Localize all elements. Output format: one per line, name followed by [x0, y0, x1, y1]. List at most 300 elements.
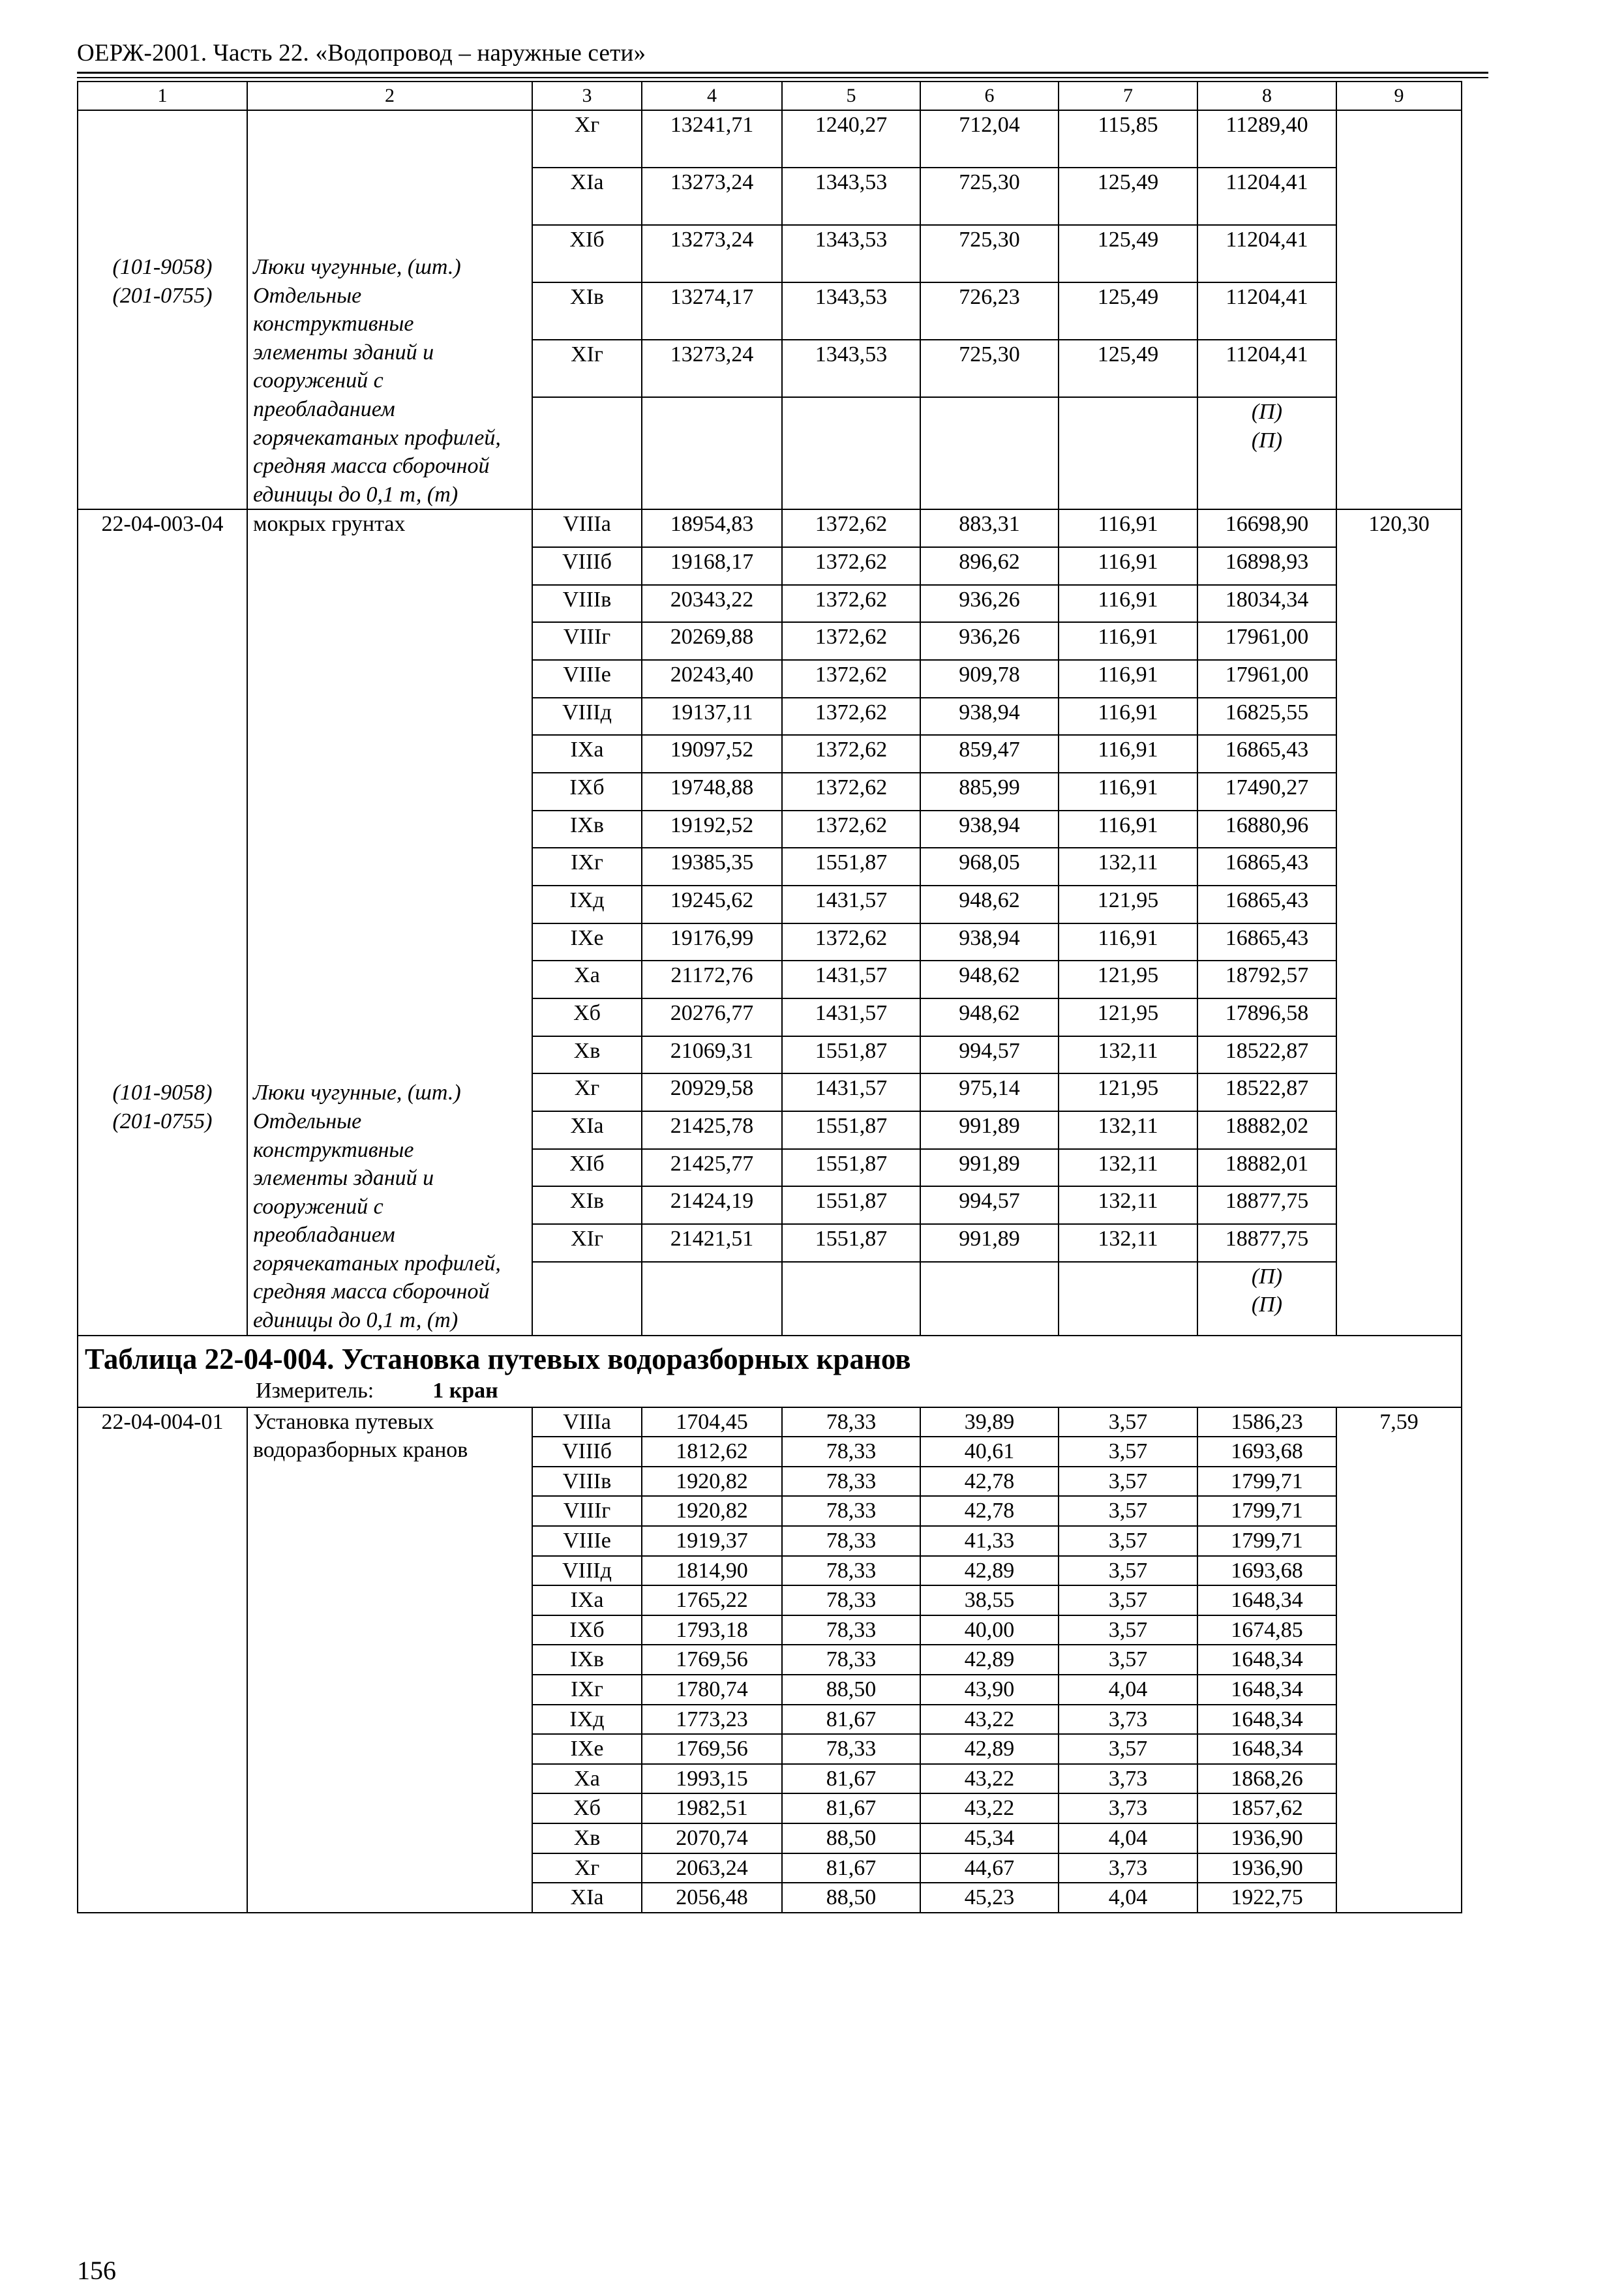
value-cell: 1372,62 — [782, 547, 920, 585]
zone-class-cell: Xг — [532, 1073, 642, 1111]
resource-name-line: Отдельные — [253, 1109, 362, 1133]
column-number: 9 — [1336, 82, 1462, 110]
value-cell: 1982,51 — [642, 1793, 782, 1823]
value-cell: 1919,37 — [642, 1526, 782, 1556]
value-cell: 121,95 — [1059, 886, 1197, 923]
value-cell: 1372,62 — [782, 622, 920, 660]
value-cell: 17896,58 — [1197, 998, 1336, 1036]
value-cell: 18877,75 — [1197, 1224, 1336, 1262]
value-cell: 1648,34 — [1197, 1585, 1336, 1615]
labor-cell: 120,30 — [1336, 509, 1462, 1335]
zone-class-cell: VIIIa — [532, 509, 642, 547]
value-cell: 3,57 — [1059, 1467, 1197, 1497]
value-cell: 3,57 — [1059, 1615, 1197, 1645]
value-cell: 13274,17 — [642, 282, 782, 340]
zone-class-cell: IXe — [532, 923, 642, 961]
value-cell: 1648,34 — [1197, 1645, 1336, 1675]
value-cell: 726,23 — [920, 282, 1059, 340]
rate-code: 22-04-003-04 — [101, 512, 224, 537]
value-cell: 3,57 — [1059, 1407, 1197, 1437]
resource-name-line: Люки чугунные, (шт.) — [253, 255, 461, 279]
value-cell: 1799,71 — [1197, 1526, 1336, 1556]
table-title: Таблица 22-04-004. Установка путевых водоразборных кранов — [85, 1342, 911, 1375]
value-cell: 19385,35 — [642, 848, 782, 886]
value-cell: 1920,82 — [642, 1496, 782, 1526]
work-name-cell — [247, 110, 532, 509]
value-cell: 11289,40 — [1197, 110, 1336, 168]
zone-class-cell: Хг — [532, 110, 642, 168]
value-cell: 39,89 — [920, 1407, 1059, 1437]
value-cell: 1769,56 — [642, 1645, 782, 1675]
value-cell: 78,33 — [782, 1615, 920, 1645]
value-cell: 936,26 — [920, 622, 1059, 660]
value-cell: 725,30 — [920, 340, 1059, 397]
value-cell: 1812,62 — [642, 1437, 782, 1467]
value-cell: 78,33 — [782, 1407, 920, 1437]
zone-class-cell: Xг — [532, 1853, 642, 1883]
value-cell: 1343,53 — [782, 168, 920, 225]
value-cell: 116,91 — [1059, 622, 1197, 660]
value-cell: 21421,51 — [642, 1224, 782, 1262]
zone-class-cell: VIIIг — [532, 622, 642, 660]
value-cell: 936,26 — [920, 585, 1059, 623]
resource-name-line: элементы зданий и — [253, 340, 434, 365]
resource-name-line: Люки чугунные, (шт.) — [253, 1081, 461, 1105]
value-cell: 20343,22 — [642, 585, 782, 623]
value-cell: 116,91 — [1059, 547, 1197, 585]
resource-name-line: сооружений с — [253, 368, 383, 393]
zone-class-cell: IXa — [532, 1585, 642, 1615]
value-cell: 1920,82 — [642, 1467, 782, 1497]
value-cell — [642, 1262, 782, 1336]
value-cell: 44,67 — [920, 1853, 1059, 1883]
value-cell: 2070,74 — [642, 1823, 782, 1853]
zone-class-cell: IXд — [532, 1705, 642, 1735]
value-cell: 20243,40 — [642, 660, 782, 698]
value-cell: 11204,41 — [1197, 282, 1336, 340]
value-cell: 1551,87 — [782, 848, 920, 886]
value-cell: 3,73 — [1059, 1793, 1197, 1823]
value-cell: 1922,75 — [1197, 1883, 1336, 1913]
value-cell: 1586,23 — [1197, 1407, 1336, 1437]
value-cell: 18882,02 — [1197, 1111, 1336, 1149]
resource-name-line: горячекатаных профилей, — [253, 425, 501, 450]
zone-class-cell: VIIIг — [532, 1496, 642, 1526]
value-cell: 16865,43 — [1197, 735, 1336, 773]
value-cell: 1240,27 — [782, 110, 920, 168]
table-title-row — [78, 1336, 1462, 1407]
table-title-cell — [78, 1336, 1462, 1407]
value-cell: 19245,62 — [642, 886, 782, 923]
zone-class-cell — [532, 397, 642, 509]
value-cell: 3,73 — [1059, 1764, 1197, 1794]
value-cell: 1431,57 — [782, 886, 920, 923]
rate-code: 22-04-004-01 — [101, 1409, 224, 1434]
value-cell: 1372,62 — [782, 773, 920, 811]
resource-mark-cell — [1197, 1262, 1336, 1336]
column-number: 8 — [1197, 82, 1336, 110]
header-rule — [77, 72, 1488, 74]
value-cell: 81,67 — [782, 1793, 920, 1823]
page-number: 156 — [77, 2256, 116, 2285]
value-cell: 13273,24 — [642, 225, 782, 282]
column-number: 3 — [532, 82, 642, 110]
value-cell: 968,05 — [920, 848, 1059, 886]
value-cell: 1936,90 — [1197, 1853, 1336, 1883]
value-cell: 3,57 — [1059, 1496, 1197, 1526]
value-cell: 43,22 — [920, 1705, 1059, 1735]
value-cell — [782, 397, 920, 509]
value-cell: 975,14 — [920, 1073, 1059, 1111]
zone-class-cell: XIг — [532, 340, 642, 397]
column-number: 1 — [78, 82, 247, 110]
unit-value: 1 кран — [432, 1378, 498, 1403]
value-cell: 1372,62 — [782, 698, 920, 736]
value-cell: 116,91 — [1059, 585, 1197, 623]
column-number: 6 — [920, 82, 1059, 110]
column-number: 7 — [1059, 82, 1197, 110]
work-name: водоразборных кранов — [253, 1438, 468, 1463]
zone-class-cell: IXв — [532, 1645, 642, 1675]
value-cell: 21424,19 — [642, 1186, 782, 1224]
value-cell: 1765,22 — [642, 1585, 782, 1615]
value-cell: 115,85 — [1059, 110, 1197, 168]
value-cell: 125,49 — [1059, 282, 1197, 340]
zone-class-cell: XIв — [532, 1186, 642, 1224]
value-cell: 16825,55 — [1197, 698, 1336, 736]
value-cell — [1059, 397, 1197, 509]
value-cell: 909,78 — [920, 660, 1059, 698]
value-cell: 1343,53 — [782, 340, 920, 397]
zone-class-cell: XIб — [532, 1149, 642, 1187]
value-cell: 40,61 — [920, 1437, 1059, 1467]
value-cell: 18882,01 — [1197, 1149, 1336, 1187]
value-cell: 3,57 — [1059, 1734, 1197, 1764]
value-cell: 1799,71 — [1197, 1467, 1336, 1497]
resource-code: (201-0755) — [112, 283, 213, 308]
zone-class-cell: IXa — [532, 735, 642, 773]
rate-code-cell — [78, 1407, 247, 1913]
zone-class-cell: VIIIe — [532, 660, 642, 698]
value-cell: 116,91 — [1059, 811, 1197, 848]
value-cell: 19137,11 — [642, 698, 782, 736]
value-cell: 88,50 — [782, 1883, 920, 1913]
table-row — [78, 110, 1462, 168]
work-name: мокрых грунтах — [253, 512, 406, 537]
value-cell: 1993,15 — [642, 1764, 782, 1794]
column-number: 4 — [642, 82, 782, 110]
value-cell: 3,57 — [1059, 1585, 1197, 1615]
rates-table — [77, 81, 1462, 1913]
value-cell: 43,22 — [920, 1793, 1059, 1823]
work-name-cell — [247, 1407, 532, 1913]
column-number: 5 — [782, 82, 920, 110]
labor-cell: 7,59 — [1336, 1407, 1462, 1913]
value-cell: 859,47 — [920, 735, 1059, 773]
column-number: 2 — [247, 82, 532, 110]
value-cell: 45,23 — [920, 1883, 1059, 1913]
value-cell: 883,31 — [920, 509, 1059, 547]
value-cell: 21425,78 — [642, 1111, 782, 1149]
resource-name-line: сооружений с — [253, 1194, 383, 1219]
zone-class-cell: IXe — [532, 1734, 642, 1764]
value-cell: 43,90 — [920, 1675, 1059, 1705]
value-cell: 42,78 — [920, 1467, 1059, 1497]
value-cell: 42,89 — [920, 1645, 1059, 1675]
value-cell: 81,67 — [782, 1764, 920, 1794]
value-cell: 18877,75 — [1197, 1186, 1336, 1224]
value-cell: 1648,34 — [1197, 1705, 1336, 1735]
value-cell: 78,33 — [782, 1645, 920, 1675]
value-cell: 1793,18 — [642, 1615, 782, 1645]
value-cell: 991,89 — [920, 1111, 1059, 1149]
value-cell: 21069,31 — [642, 1036, 782, 1074]
value-cell: 3,73 — [1059, 1853, 1197, 1883]
value-cell: 116,91 — [1059, 735, 1197, 773]
rate-code-cell — [78, 509, 247, 1335]
work-name-cell — [247, 509, 532, 1335]
value-cell: 2056,48 — [642, 1883, 782, 1913]
value-cell: 1372,62 — [782, 509, 920, 547]
value-cell: 3,57 — [1059, 1645, 1197, 1675]
value-cell: 4,04 — [1059, 1675, 1197, 1705]
value-cell: 19192,52 — [642, 811, 782, 848]
value-cell: 18522,87 — [1197, 1073, 1336, 1111]
value-cell: 78,33 — [782, 1496, 920, 1526]
value-cell: 991,89 — [920, 1224, 1059, 1262]
value-cell: 21425,77 — [642, 1149, 782, 1187]
value-cell: 132,11 — [1059, 1149, 1197, 1187]
zone-class-cell: XIa — [532, 168, 642, 225]
rate-code-cell — [78, 110, 247, 509]
value-cell: 78,33 — [782, 1467, 920, 1497]
value-cell: 11204,41 — [1197, 340, 1336, 397]
resource-name-line: элементы зданий и — [253, 1166, 434, 1191]
zone-class-cell: Xв — [532, 1823, 642, 1853]
value-cell: 20929,58 — [642, 1073, 782, 1111]
zone-class-cell: VIIIд — [532, 1556, 642, 1586]
value-cell: 42,89 — [920, 1734, 1059, 1764]
zone-class-cell: Xa — [532, 961, 642, 998]
value-cell: 17961,00 — [1197, 622, 1336, 660]
value-cell: 16698,90 — [1197, 509, 1336, 547]
value-cell: 1799,71 — [1197, 1496, 1336, 1526]
value-cell: 3,57 — [1059, 1526, 1197, 1556]
value-cell: 38,55 — [920, 1585, 1059, 1615]
value-cell: 19176,99 — [642, 923, 782, 961]
value-cell: 132,11 — [1059, 1036, 1197, 1074]
zone-class-cell: IXв — [532, 811, 642, 848]
zone-class-cell: VIIIa — [532, 1407, 642, 1437]
value-cell: 11204,41 — [1197, 168, 1336, 225]
resource-name-line: средняя масса сборочной — [253, 454, 490, 479]
value-cell: 994,57 — [920, 1186, 1059, 1224]
value-cell: 21172,76 — [642, 961, 782, 998]
zone-class-cell: XIг — [532, 1224, 642, 1262]
table-row — [78, 1407, 1462, 1437]
value-cell: 1693,68 — [1197, 1437, 1336, 1467]
header-rule-secondary — [77, 77, 1488, 78]
value-cell: 16865,43 — [1197, 848, 1336, 886]
value-cell: 1780,74 — [642, 1675, 782, 1705]
value-cell: 18792,57 — [1197, 961, 1336, 998]
value-cell: 81,67 — [782, 1705, 920, 1735]
value-cell: 948,62 — [920, 961, 1059, 998]
zone-class-cell: IXд — [532, 886, 642, 923]
value-cell: 948,62 — [920, 998, 1059, 1036]
value-cell: 4,04 — [1059, 1823, 1197, 1853]
value-cell: 13273,24 — [642, 168, 782, 225]
value-cell: 991,89 — [920, 1149, 1059, 1187]
zone-class-cell: Xa — [532, 1764, 642, 1794]
value-cell: 938,94 — [920, 811, 1059, 848]
value-cell: 1551,87 — [782, 1224, 920, 1262]
resource-mark: (П) — [1251, 1264, 1283, 1289]
zone-class-cell: XIв — [532, 282, 642, 340]
value-cell — [1059, 1262, 1197, 1336]
value-cell: 1431,57 — [782, 998, 920, 1036]
zone-class-cell: Xб — [532, 1793, 642, 1823]
value-cell: 1343,53 — [782, 282, 920, 340]
value-cell: 3,57 — [1059, 1556, 1197, 1586]
value-cell: 18954,83 — [642, 509, 782, 547]
resource-code: (101-9058) — [112, 255, 213, 279]
value-cell: 42,89 — [920, 1556, 1059, 1586]
zone-class-cell: VIIIв — [532, 1467, 642, 1497]
value-cell: 725,30 — [920, 168, 1059, 225]
zone-class-cell: IXб — [532, 1615, 642, 1645]
value-cell: 78,33 — [782, 1437, 920, 1467]
value-cell: 88,50 — [782, 1675, 920, 1705]
value-cell: 1372,62 — [782, 811, 920, 848]
value-cell: 1693,68 — [1197, 1556, 1336, 1586]
value-cell: 43,22 — [920, 1764, 1059, 1794]
value-cell: 116,91 — [1059, 660, 1197, 698]
resource-name-line: Отдельные — [253, 283, 362, 308]
value-cell: 938,94 — [920, 698, 1059, 736]
value-cell: 1648,34 — [1197, 1734, 1336, 1764]
value-cell: 18034,34 — [1197, 585, 1336, 623]
value-cell: 125,49 — [1059, 225, 1197, 282]
zone-class-cell: VIIIд — [532, 698, 642, 736]
value-cell: 88,50 — [782, 1823, 920, 1853]
value-cell: 885,99 — [920, 773, 1059, 811]
value-cell: 121,95 — [1059, 961, 1197, 998]
value-cell: 13241,71 — [642, 110, 782, 168]
value-cell: 125,49 — [1059, 168, 1197, 225]
value-cell: 132,11 — [1059, 1186, 1197, 1224]
value-cell: 1372,62 — [782, 923, 920, 961]
value-cell: 1857,62 — [1197, 1793, 1336, 1823]
resource-name-line: горячекатаных профилей, — [253, 1251, 501, 1276]
value-cell: 41,33 — [920, 1526, 1059, 1556]
value-cell: 19097,52 — [642, 735, 782, 773]
value-cell: 3,73 — [1059, 1705, 1197, 1735]
zone-class-cell: Xб — [532, 998, 642, 1036]
value-cell: 938,94 — [920, 923, 1059, 961]
value-cell: 45,34 — [920, 1823, 1059, 1853]
value-cell: 11204,41 — [1197, 225, 1336, 282]
zone-class-cell: IXг — [532, 848, 642, 886]
column-number-row — [78, 82, 1462, 110]
value-cell: 1551,87 — [782, 1111, 920, 1149]
resource-mark: (П) — [1251, 400, 1283, 425]
value-cell: 121,95 — [1059, 998, 1197, 1036]
resource-name-line: конструктивные — [253, 1137, 414, 1162]
value-cell: 1372,62 — [782, 585, 920, 623]
value-cell — [920, 1262, 1059, 1336]
value-cell: 2063,24 — [642, 1853, 782, 1883]
value-cell: 1551,87 — [782, 1186, 920, 1224]
value-cell: 17490,27 — [1197, 773, 1336, 811]
value-cell: 20269,88 — [642, 622, 782, 660]
zone-class-cell: VIIIв — [532, 585, 642, 623]
value-cell: 896,62 — [920, 547, 1059, 585]
resource-name-line: преобладанием — [253, 1223, 395, 1248]
value-cell: 4,04 — [1059, 1883, 1197, 1913]
value-cell: 78,33 — [782, 1526, 920, 1556]
value-cell: 132,11 — [1059, 848, 1197, 886]
value-cell: 712,04 — [920, 110, 1059, 168]
value-cell: 1868,26 — [1197, 1764, 1336, 1794]
value-cell: 116,91 — [1059, 509, 1197, 547]
value-cell: 116,91 — [1059, 773, 1197, 811]
value-cell: 16898,93 — [1197, 547, 1336, 585]
value-cell: 132,11 — [1059, 1224, 1197, 1262]
value-cell: 16865,43 — [1197, 923, 1336, 961]
value-cell: 116,91 — [1059, 923, 1197, 961]
resource-mark: (П) — [1251, 1293, 1283, 1317]
value-cell: 132,11 — [1059, 1111, 1197, 1149]
zone-class-cell: Xв — [532, 1036, 642, 1074]
resource-name-line: средняя масса сборочной — [253, 1279, 490, 1304]
zone-class-cell: VIIIб — [532, 547, 642, 585]
resource-name-line: конструктивные — [253, 312, 414, 337]
value-cell: 13273,24 — [642, 340, 782, 397]
resource-name-line: единицы до 0,1 т, (т) — [253, 482, 459, 507]
resource-code: (101-9058) — [112, 1081, 213, 1105]
page-header: ОЕРЖ-2001. Часть 22. «Водопровод – наружные сети» — [77, 40, 646, 67]
value-cell — [642, 397, 782, 509]
unit-label: Измеритель: — [256, 1378, 374, 1403]
value-cell: 1551,87 — [782, 1036, 920, 1074]
value-cell: 78,33 — [782, 1734, 920, 1764]
table-row — [78, 509, 1462, 547]
value-cell: 1343,53 — [782, 225, 920, 282]
value-cell: 16865,43 — [1197, 886, 1336, 923]
value-cell: 948,62 — [920, 886, 1059, 923]
value-cell: 1648,34 — [1197, 1675, 1336, 1705]
resource-name-line: преобладанием — [253, 396, 395, 421]
value-cell: 1936,90 — [1197, 1823, 1336, 1853]
value-cell: 1372,62 — [782, 660, 920, 698]
unit-of-measure — [85, 1378, 1461, 1407]
value-cell: 1431,57 — [782, 1073, 920, 1111]
resource-name-line: единицы до 0,1 т, (т) — [253, 1308, 459, 1333]
zone-class-cell: XIa — [532, 1111, 642, 1149]
value-cell: 1773,23 — [642, 1705, 782, 1735]
value-cell: 3,57 — [1059, 1437, 1197, 1467]
resource-mark: (П) — [1251, 428, 1283, 453]
zone-class-cell: IXг — [532, 1675, 642, 1705]
zone-class-cell — [532, 1262, 642, 1336]
value-cell: 19168,17 — [642, 547, 782, 585]
value-cell: 1372,62 — [782, 735, 920, 773]
value-cell: 42,78 — [920, 1496, 1059, 1526]
zone-class-cell: XIб — [532, 225, 642, 282]
value-cell: 17961,00 — [1197, 660, 1336, 698]
zone-class-cell: IXб — [532, 773, 642, 811]
